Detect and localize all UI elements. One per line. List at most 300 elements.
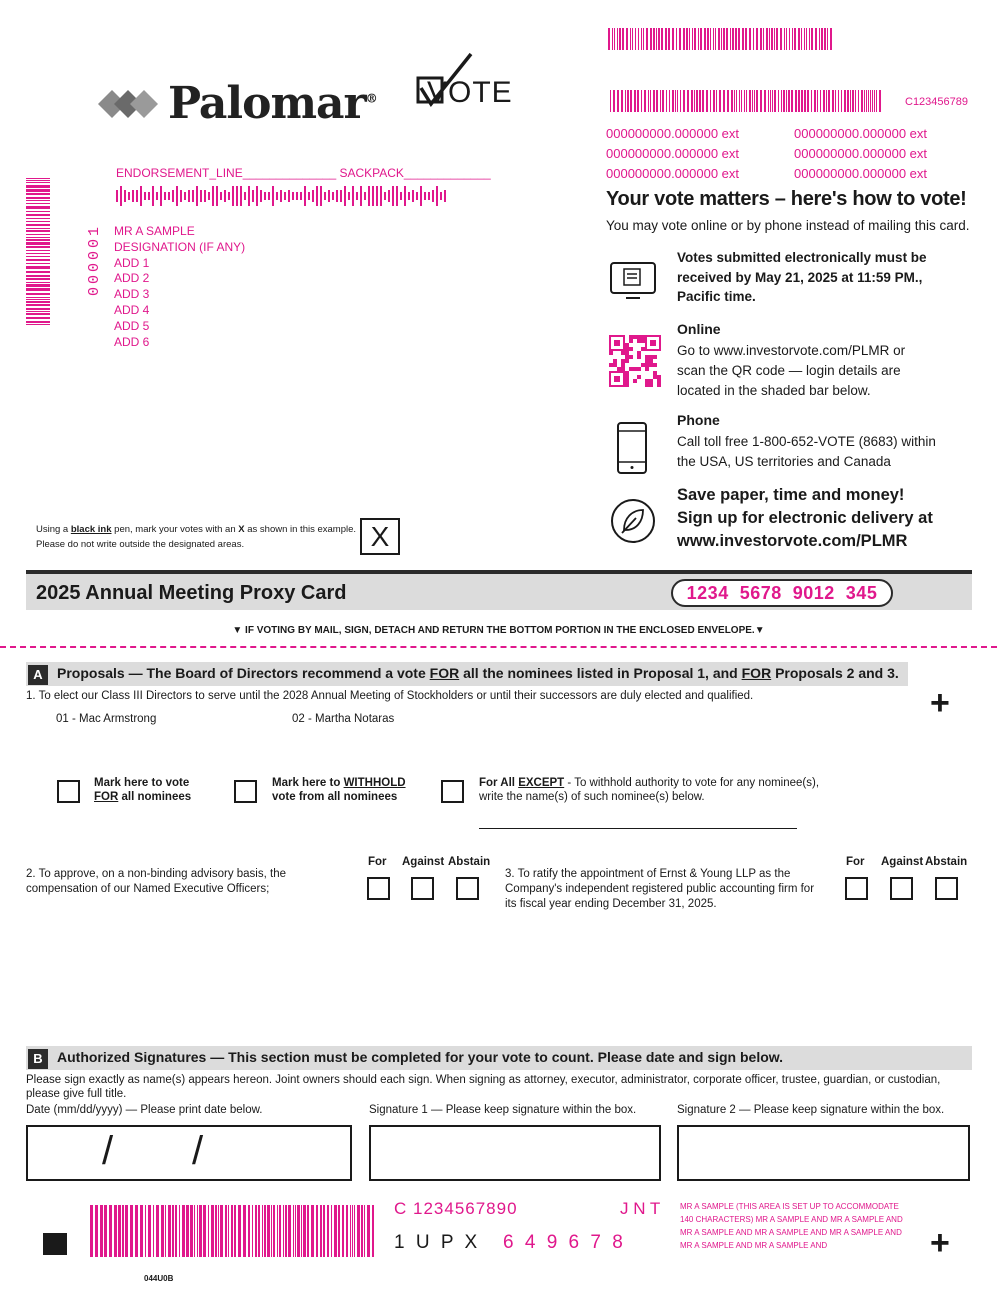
barcode-bar [786, 90, 787, 112]
barcode-bar [234, 1205, 236, 1257]
online-text: Go to www.investorvote.com/PLMR or scan the QR code — login details are located in the shaded bar below. [677, 343, 906, 398]
barcode-bar [716, 90, 717, 112]
barcode-bar [218, 1205, 219, 1257]
barcode-bar [783, 90, 785, 112]
barcode-bar [114, 1205, 117, 1257]
barcode-bar [368, 186, 370, 206]
qr-module [625, 351, 629, 355]
barcode-bar [26, 253, 50, 254]
barcode-bar [153, 1205, 154, 1257]
howto-title: Your vote matters – here's how to vote! [606, 188, 967, 210]
barcode-bar [125, 1205, 128, 1257]
barcode-bar [768, 90, 769, 112]
barcode-bar [630, 90, 632, 112]
withhold-all-checkbox[interactable] [234, 780, 257, 803]
barcode-bar [292, 192, 294, 200]
card-title: 2025 Annual Meeting Proxy Card [36, 582, 347, 604]
barcode-bar [156, 1205, 159, 1257]
barcode-bar [718, 28, 720, 50]
phone-title: Phone [677, 412, 720, 428]
qr-module [657, 379, 661, 383]
barcode-bar [336, 190, 338, 202]
barcode-bar [26, 304, 50, 306]
proposal-2: 2. To approve, on a non-binding advisory basis, the compensation of our Named Executive Officers; [26, 868, 286, 895]
barcode-bar [184, 192, 186, 200]
barcode-bar [713, 90, 715, 112]
barcode-bar [124, 190, 126, 202]
barcode-bar [756, 28, 758, 50]
barcode-bar [172, 190, 174, 202]
barcode-bar [820, 90, 821, 112]
barcode-bar [26, 301, 50, 303]
barcode-bar [710, 90, 711, 112]
barcode-bar [874, 90, 875, 112]
barcode-bar [850, 90, 851, 112]
second-barcode [610, 90, 886, 112]
barcode-bar [637, 90, 639, 112]
qr-module [625, 343, 629, 347]
barcode-bar [165, 1205, 166, 1257]
barcode-bar [268, 192, 270, 200]
barcode-bar [225, 1205, 227, 1257]
barcode-bar [704, 28, 706, 50]
barcode-bar [136, 190, 138, 202]
qr-module [641, 339, 645, 343]
barcode-bar [248, 186, 250, 206]
barcode-bar [264, 192, 266, 200]
vote-for-all-checkbox[interactable] [57, 780, 80, 803]
barcode-bar [26, 282, 50, 283]
barcode-bar [778, 90, 779, 112]
barcode-bar [145, 1205, 146, 1257]
barcode-bar [280, 190, 282, 202]
qr-module [641, 347, 645, 351]
barcode-bar [660, 90, 661, 112]
barcode-bar [742, 28, 744, 50]
ink-instructions: Using a black ink pen, mark your votes with an X as shown in this example. Please do not write outside the designated areas. [36, 524, 357, 550]
barcode-bar [786, 28, 787, 50]
barcode-bar [617, 90, 619, 112]
signature-2-box[interactable] [677, 1125, 970, 1181]
barcode-bar [128, 192, 130, 200]
barcode-bar [176, 186, 178, 206]
barcode-bar [26, 284, 50, 287]
phone-text: Call toll free 1-800-652-VOTE (8683) within the USA, US territories and Canada [677, 434, 936, 469]
barcode-bar [872, 90, 873, 112]
barcode-bar [26, 275, 50, 277]
barcode-bar [828, 90, 830, 112]
qr-module [649, 359, 653, 363]
qr-module [653, 363, 657, 367]
barcode-bar [26, 321, 50, 323]
barcode-bar [866, 90, 867, 112]
paper-text: Save paper, time and money! Sign up for electronic delivery at www.investorvote.com/PLMR [677, 486, 933, 550]
vote-for-all-label: Mark here to vote FOR all nominees [94, 777, 192, 803]
barcode-bar [192, 190, 194, 202]
section-a-title: Proposals — The Board of Directors recommend a vote FOR all the nominees listed in Proposal 1, and FOR Proposals 2 and 3. [57, 665, 899, 681]
footer-c-number: C 1234567890 [394, 1199, 518, 1218]
barcode-bar [161, 1205, 164, 1257]
barcode-bar [666, 90, 667, 112]
qr-module [645, 367, 649, 371]
qr-module [625, 375, 629, 379]
barcode-bar [749, 28, 751, 50]
barcode-bar [323, 1205, 325, 1257]
control-number: 1234 5678 9012 345 [671, 579, 893, 607]
address-side-barcode [26, 178, 50, 346]
qr-module [657, 383, 661, 387]
barcode-bar [826, 90, 827, 112]
barcode-bar [316, 186, 318, 206]
barcode-bar [26, 317, 50, 319]
barcode-bar [320, 186, 322, 206]
barcode-bar [745, 28, 747, 50]
barcode-bar [109, 1205, 112, 1257]
signature-1-box[interactable] [369, 1125, 661, 1181]
barcode-bar [26, 221, 50, 222]
p3-col-against: Against [881, 856, 924, 868]
date-input-box[interactable] [26, 1125, 352, 1181]
barcode-bar [327, 1205, 329, 1257]
date-slash-2: / [192, 1129, 204, 1173]
barcode-bar [168, 192, 170, 200]
barcode-bar [208, 1205, 209, 1257]
qr-module [641, 335, 645, 339]
barcode-bar [228, 192, 230, 200]
barcode-bar [781, 90, 782, 112]
barcode-bar [774, 28, 775, 50]
qr-module [613, 359, 617, 363]
barcode-bar [238, 1205, 241, 1257]
qr-module [629, 335, 633, 339]
qr-module [621, 351, 625, 355]
nominee-2: 02 - Martha Notaras [292, 713, 395, 725]
barcode-bar [804, 28, 805, 50]
barcode-bar [26, 230, 50, 232]
p3-for-checkbox[interactable] [845, 877, 868, 900]
barcode-bar [372, 186, 374, 206]
qr-module [625, 355, 629, 359]
p3-abstain-checkbox[interactable] [935, 877, 958, 900]
barcode-bar [687, 90, 689, 112]
barcode-bar [612, 28, 613, 50]
barcode-bar [766, 28, 768, 50]
barcode-bar [168, 1205, 171, 1257]
barcode-bar [870, 90, 871, 112]
address-block: MR A SAMPLE DESIGNATION (IF ANY) ADD 1 ADD 2 ADD 3 ADD 4 ADD 5 ADD 6 [114, 224, 246, 349]
qr-module [625, 359, 629, 363]
barcode-bar [288, 1205, 291, 1257]
barcode-bar [665, 28, 667, 50]
barcode-bar [26, 239, 50, 241]
barcode-bar [338, 1205, 340, 1257]
barcode-bar [258, 1205, 260, 1257]
qr-module [653, 375, 657, 379]
barcode-bar [641, 90, 642, 112]
p2-abstain-checkbox[interactable] [456, 877, 479, 900]
barcode-bar [231, 1205, 233, 1257]
barcode-bar [817, 90, 818, 112]
qr-module [617, 367, 621, 371]
barcode-bar [271, 1205, 272, 1257]
barcode-bar [788, 90, 790, 112]
barcode-bar [212, 186, 214, 206]
barcode-bar [625, 90, 626, 112]
qr-module [645, 363, 649, 367]
qr-module [621, 359, 625, 363]
barcode-bar [634, 90, 636, 112]
barcode-bar [683, 28, 685, 50]
section-b-title: Authorized Signatures — This section must be completed for your vote to count. Please date and sign below. [57, 1049, 784, 1065]
barcode-bar [436, 186, 438, 206]
p2-for-checkbox[interactable] [367, 877, 390, 900]
detach-line [0, 646, 997, 648]
barcode-bar [424, 192, 426, 200]
barcode-bar [814, 90, 816, 112]
barcode-bar [794, 28, 796, 50]
barcode-bar [617, 28, 618, 50]
barcode-bar [190, 1205, 193, 1257]
barcode-bar [763, 28, 764, 50]
online-title: Online [677, 321, 721, 337]
for-all-except-checkbox[interactable] [441, 780, 464, 803]
barcode-bar [140, 1205, 143, 1257]
barcode-bar [26, 214, 50, 216]
barcode-bar [316, 1205, 318, 1257]
barcode-bar [220, 1205, 223, 1257]
phone-icon [616, 422, 648, 474]
qr-module [613, 363, 617, 367]
barcode-bar [795, 90, 797, 112]
barcode-bar [26, 211, 50, 212]
barcode-bar [835, 90, 836, 112]
barcode-bar [706, 90, 708, 112]
barcode-bar [876, 90, 877, 112]
barcode-bar [228, 1205, 229, 1257]
barcode-bar [26, 203, 50, 204]
barcode-bar [752, 90, 753, 112]
barcode-bar [380, 186, 382, 206]
barcode-bar [311, 1205, 314, 1257]
nominee-1: 01 - Mac Armstrong [56, 713, 157, 725]
barcode-bar [284, 192, 286, 200]
barcode-bar [400, 192, 402, 200]
p2-col-abstain: Abstain [448, 856, 491, 868]
footer-jnt: J N T [620, 1199, 661, 1218]
footer-upx: 1 U P X [394, 1232, 481, 1253]
qr-module [641, 363, 645, 367]
barcode-bar [440, 192, 442, 200]
qr-module [649, 355, 653, 359]
barcode-bar [297, 1205, 300, 1257]
signature-instructions: Please sign exactly as name(s) appears hereon. Joint owners should each sign. When signing as attorney, executor, administrator, corporate officer, trustee, guardian, or custodian, please give full title. [26, 1074, 941, 1100]
barcode-bar [672, 90, 674, 112]
barcode-bar [619, 28, 621, 50]
date-slash-1: / [102, 1129, 114, 1173]
section-b-letter: B [28, 1049, 48, 1069]
barcode-bar [26, 308, 50, 310]
corner-square [43, 1233, 67, 1255]
barcode-bar [26, 297, 50, 298]
barcode-bar [388, 190, 390, 202]
qr-module [621, 367, 625, 371]
barcode-bar [160, 186, 162, 206]
barcode-bar [376, 186, 378, 206]
qr-module [633, 335, 637, 339]
footer-number: 6 4 9 6 7 8 [503, 1232, 626, 1253]
barcode-bar [364, 1205, 365, 1257]
footer-barcode [90, 1205, 380, 1257]
barcode-bar [847, 90, 849, 112]
barcode-bar [334, 1205, 337, 1257]
barcode-bar [638, 28, 639, 50]
barcode-bar [656, 28, 657, 50]
barcode-bar [792, 28, 793, 50]
barcode-bar [303, 1205, 306, 1257]
barcode-bar [408, 192, 410, 200]
qr-module [645, 355, 649, 359]
barcode-bar [175, 1205, 177, 1257]
for-all-except-label: For All EXCEPT - To withhold authority to vote for any nominee(s), write the name(s) of such nominee(s) below. [479, 777, 820, 803]
barcode-bar [26, 197, 50, 199]
barcode-bar [676, 28, 677, 50]
qr-module [649, 379, 653, 383]
barcode-bar [267, 1205, 270, 1257]
barcode-bar [252, 190, 254, 202]
barcode-bar [809, 28, 810, 50]
barcode-bar [180, 190, 182, 202]
barcode-bar [749, 90, 751, 112]
barcode-bar [723, 28, 725, 50]
barcode-bar [26, 193, 50, 195]
barcode-bar [689, 28, 690, 50]
barcode-bar [352, 186, 354, 206]
barcode-bar [196, 186, 198, 206]
section-a-letter: A [28, 665, 48, 685]
barcode-bar [830, 28, 832, 50]
barcode-bar [277, 1205, 278, 1257]
qr-module [637, 367, 641, 371]
barcode-bar [819, 28, 820, 50]
qr-module [629, 355, 633, 359]
barcode-bar [731, 90, 733, 112]
barcode-bar [736, 90, 737, 112]
barcode-bar [293, 1205, 294, 1257]
barcode-bar [772, 90, 773, 112]
withhold-all-label: Mark here to WITHHOLD vote from all nominees [272, 777, 406, 803]
barcode-bar [694, 90, 695, 112]
barcode-bar [135, 1205, 138, 1257]
except-write-line[interactable] [479, 828, 797, 829]
barcode-bar [182, 1205, 185, 1257]
barcode-bar [838, 90, 839, 112]
barcode-bar [769, 28, 770, 50]
barcode-bar [804, 90, 806, 112]
barcode-bar [811, 90, 812, 112]
barcode-bar [823, 90, 825, 112]
barcode-bar [432, 190, 434, 202]
barcode-bar [879, 90, 881, 112]
qr-code-icon[interactable] [609, 335, 661, 387]
barcode-bar [702, 90, 704, 112]
barcode-bar [653, 90, 655, 112]
qr-module [653, 355, 657, 359]
barcode-bar [26, 324, 50, 325]
qr-module [614, 340, 620, 346]
footer-plus: + [930, 1224, 950, 1262]
barcode-bar [707, 28, 709, 50]
barcode-bar [148, 192, 150, 200]
barcode-bar [723, 90, 725, 112]
barcode-bar [719, 90, 721, 112]
qr-module [637, 339, 641, 343]
p2-col-against: Against [402, 856, 445, 868]
barcode-bar [352, 1205, 353, 1257]
barcode-bar [734, 90, 735, 112]
barcode-bar [132, 190, 134, 202]
barcode-bar [648, 90, 649, 112]
qr-module [614, 376, 620, 382]
barcode-bar [621, 90, 623, 112]
barcode-bar [727, 90, 729, 112]
p2-against-checkbox[interactable] [411, 877, 434, 900]
barcode-bar [26, 299, 50, 300]
p3-against-checkbox[interactable] [890, 877, 913, 900]
sig1-label: Signature 1 — Please keep signature within the box. [369, 1104, 637, 1116]
qr-module [657, 375, 661, 379]
barcode-bar [372, 1205, 374, 1257]
barcode-bar [186, 1205, 189, 1257]
barcode-bar [608, 28, 610, 50]
barcode-bar [156, 192, 158, 200]
barcode-bar [331, 1205, 332, 1257]
barcode-bar [304, 186, 306, 206]
barcode-bar [635, 28, 636, 50]
mark-example-box: X [360, 518, 400, 555]
barcode-bar [746, 90, 747, 112]
qr-module [645, 359, 649, 363]
barcode-bar [811, 28, 813, 50]
barcode-bar [680, 90, 681, 112]
barcode-bar [122, 1205, 124, 1257]
barcode-bar [232, 186, 234, 206]
barcode-bar [130, 1205, 133, 1257]
proposal-1: 1. To elect our Class III Directors to serve until the 2028 Annual Meeting of Stockholders or until their successors are duly elected and qualified. [26, 690, 754, 702]
barcode-bar [272, 186, 274, 206]
barcode-bar [721, 28, 722, 50]
barcode-bar [26, 178, 50, 179]
barcode-bar [798, 28, 800, 50]
barcode-bar [26, 228, 50, 229]
barcode-bar [215, 1205, 217, 1257]
date-label: Date (mm/dd/yyyy) — Please print date below. [26, 1104, 263, 1116]
barcode-bar [285, 1205, 287, 1257]
barcode-bar [726, 28, 728, 50]
qr-module [625, 379, 629, 383]
barcode-bar [641, 28, 642, 50]
barcode-bar [770, 90, 771, 112]
barcode-bar [650, 90, 651, 112]
barcode-bar [273, 1205, 275, 1257]
form-code: 044U0B [144, 1274, 174, 1283]
barcode-bar [344, 186, 346, 206]
barcode-bar [692, 28, 693, 50]
barcode-bar [806, 28, 807, 50]
barcode-bar [694, 28, 696, 50]
qr-module [637, 375, 641, 379]
barcode-bar [428, 192, 430, 200]
barcode-bar [864, 90, 865, 112]
